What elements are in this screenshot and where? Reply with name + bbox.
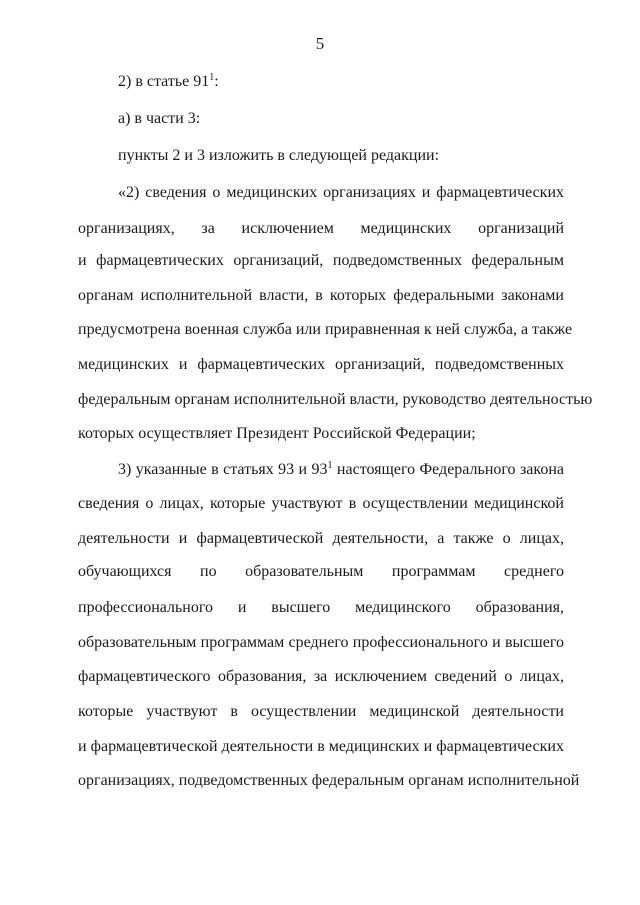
paragraph-line: медицинских и фармацевтических организаций, подведомственных xyxy=(78,356,564,373)
text-line-amendment-article xyxy=(118,72,219,92)
text-line-instruction: пункты 2 и 3 изложить в следующей редакции: xyxy=(118,147,440,164)
paragraph-line: обучающихся по образовательным программам среднего xyxy=(78,563,564,580)
paragraph-line xyxy=(118,460,564,480)
paragraph-line: организациях, за исключением медицинских организаций xyxy=(78,220,564,237)
text-segment: настоящего Федерального закона xyxy=(332,461,564,478)
paragraph-line: которых осуществляет Президент Российской Федерации; xyxy=(78,425,476,442)
text-line-subitem: а) в части 3: xyxy=(118,110,201,127)
paragraph-line: фармацевтического образования, за исключением сведений о лицах, xyxy=(78,668,564,685)
paragraph-line: предусмотрена военная служба или приравненная к ней служба, а также xyxy=(78,321,573,338)
paragraph-line: и фармацевтической деятельности в медицинских и фармацевтических xyxy=(78,738,564,755)
text-segment: 3) указанные в статьях 93 и 93 xyxy=(118,461,328,478)
paragraph-line: профессионального и высшего медицинского образования, xyxy=(78,599,564,616)
page-number: 5 xyxy=(315,34,325,53)
text-segment: 2) в статье 91 xyxy=(118,73,210,90)
paragraph-line: «2) сведения о медицинских организациях и фармацевтических xyxy=(118,184,564,201)
paragraph-line: органам исполнительной власти, в которых федеральными законами xyxy=(78,287,564,304)
paragraph-line: образовательным программам среднего профессионального и высшего xyxy=(78,634,564,651)
paragraph-line: сведения о лицах, которые участвуют в осуществлении медицинской xyxy=(78,495,564,512)
paragraph-line: и фармацевтических организаций, подведомственных федеральным xyxy=(78,252,564,269)
paragraph-line: которые участвуют в осуществлении медицинской деятельности xyxy=(78,703,564,720)
superscript: 1 xyxy=(327,460,333,471)
superscript: 1 xyxy=(209,72,215,83)
paragraph-line: организациях, подведомственных федеральным органам исполнительной xyxy=(78,772,580,789)
paragraph-line: деятельности и фармацевтической деятельности, а также о лицах, xyxy=(78,530,564,547)
paragraph-line: федеральным органам исполнительной власти, руководство деятельностью xyxy=(78,391,593,408)
text-segment: : xyxy=(214,73,219,90)
